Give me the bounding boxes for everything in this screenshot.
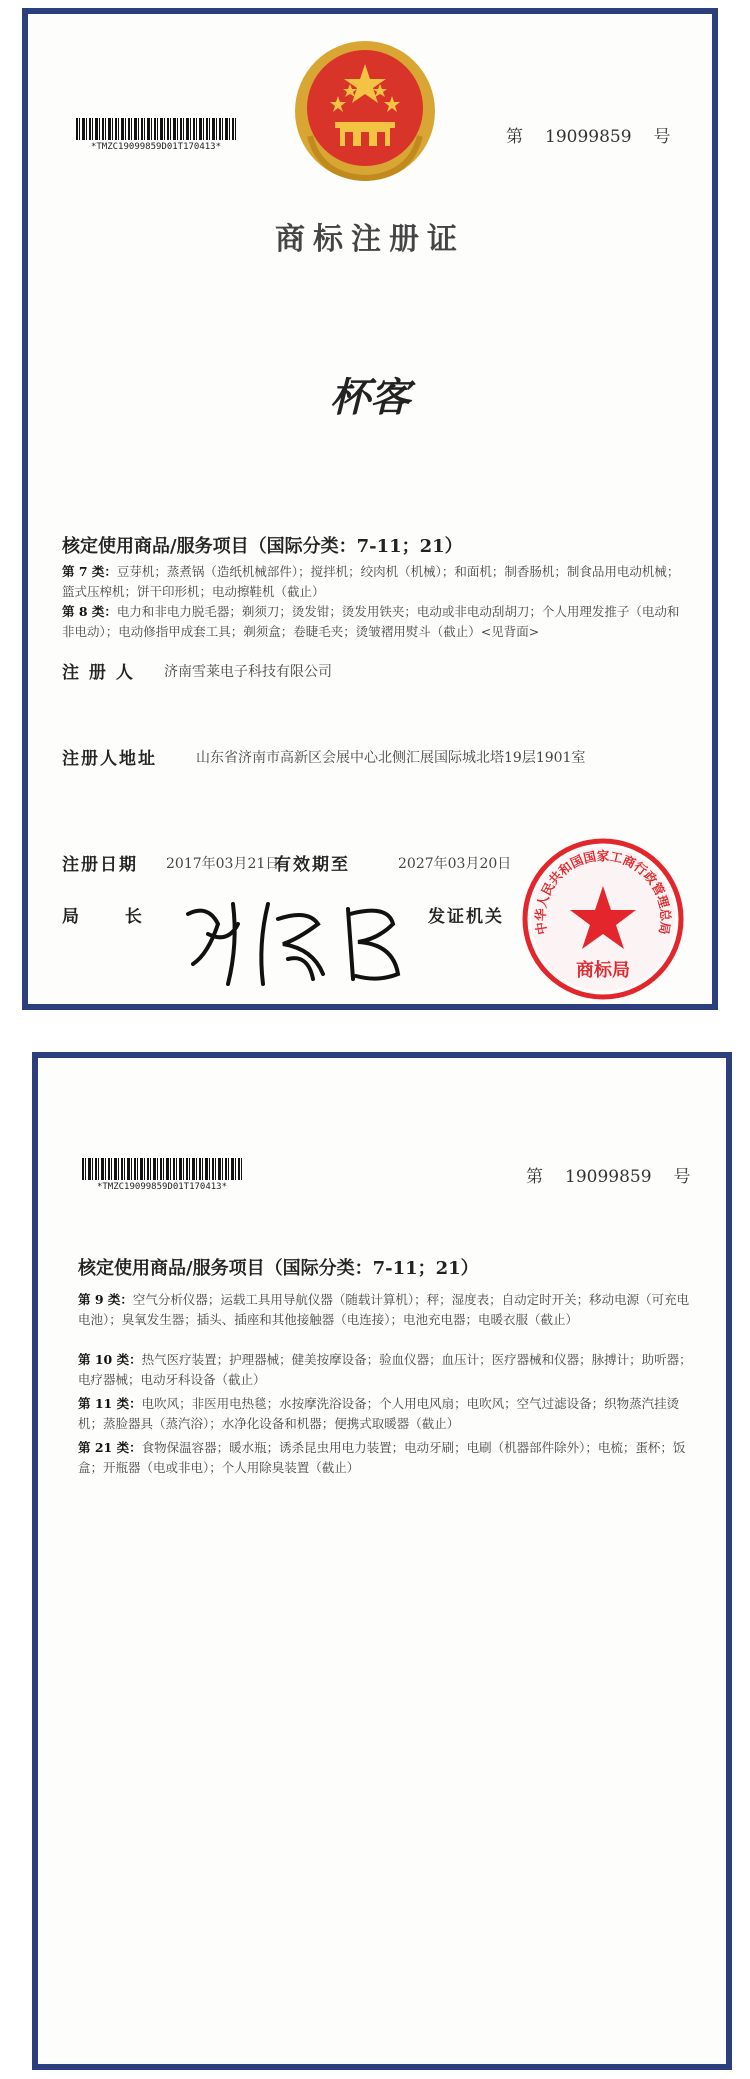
class-8-text: 电力和非电力脱毛器；剃须刀；烫发钳；烫发用铁夹；电动或非电动刮胡刀；个人用理发推子（电动和非电动）；电动修指甲成套工具；剃须盒；卷睫毛夹；烫皱褶用熨斗（截止）<见背面>: [62, 604, 680, 639]
address-label: 注册人地址: [62, 749, 157, 769]
reg-suffix: 号: [673, 1167, 691, 1187]
goods-class-7: [62, 562, 680, 602]
reg-prefix: 第: [526, 1167, 543, 1187]
seal-bottom-text: 商标局: [576, 960, 630, 981]
national-emblem-icon: [290, 36, 440, 186]
goods-class-11: [78, 1394, 692, 1434]
reg-number: 19099859: [565, 1167, 652, 1187]
barcode-code: *TMZC19099859D01T170413*: [90, 142, 222, 152]
seal-top-text: 中华人民共和国国家工商行政管理总局: [532, 848, 674, 936]
goods-heading: 核定使用商品/服务项目（国际分类：7-11；21）: [78, 1258, 479, 1279]
goods-heading: 核定使用商品/服务项目（国际分类：7-11；21）: [62, 536, 463, 557]
reg-date-value: 2017年03月21日: [166, 856, 280, 872]
class-10-text: 热气医疗装置；护理器械；健美按摩设备；验血仪器；血压计；医疗器械和仪器；脉搏计；助听器；电疗器械；电动牙科设备（截止）: [78, 1352, 692, 1387]
reg-prefix: 第: [506, 127, 523, 147]
barcode-code: *TMZC19099859D01T170413*: [96, 1182, 228, 1192]
class-21-text: 食物保温容器；暖水瓶；诱杀昆虫用电力装置；电动牙刷；电刷（机器部件除外）；电梳；蛋杯；饭盒；开瓶器（电或非电）；个人用除臭装置（截止）: [78, 1440, 686, 1475]
goods-class-21: [78, 1438, 692, 1478]
certificate-title: 商标注册证: [275, 222, 465, 257]
registrant-value: 济南雪莱电子科技有限公司: [164, 664, 332, 680]
class-11-label: 第 11 类：: [78, 1396, 142, 1411]
valid-value: 2027年03月20日: [398, 856, 512, 872]
barcode: [76, 118, 236, 152]
class-9-text: 空气分析仪器；运载工具用导航仪器（随载计算机）；秤；湿度表；自动定时开关；移动电源（可充电电池）；臭氧发生器；插头、插座和其他接触器（电连接）；电池充电器；电暖衣服（截止）: [78, 1292, 690, 1327]
class-10-label: 第 10 类：: [78, 1352, 142, 1367]
barcode-bars: [76, 118, 236, 140]
barcode: [82, 1158, 242, 1192]
official-seal-icon: [518, 834, 688, 1004]
issuer-label: 发证机关: [428, 907, 504, 927]
trademark-text: 杯客: [330, 375, 410, 421]
reg-suffix: 号: [653, 127, 671, 147]
address-value: 山东省济南市高新区会展中心北侧汇展国际城北塔19层1901室: [196, 750, 586, 766]
goods-class-10: [78, 1350, 692, 1390]
barcode-bars: [82, 1158, 242, 1180]
class-11-text: 电吹风；非医用电热毯；水按摩洗浴设备；个人用电风扇；电吹风；空气过滤设备；织物蒸汽挂烫机；蒸脸器具（蒸汽浴）；水净化设备和机器；便携式取暖器（截止）: [78, 1396, 680, 1431]
director-label: 局 长: [62, 907, 162, 927]
class-9-label: 第 9 类：: [78, 1292, 133, 1307]
certificate-page-back: [32, 1052, 732, 2070]
director-signature: [178, 884, 418, 994]
registration-number: [526, 1162, 713, 1187]
reg-date-label: 注册日期: [62, 855, 138, 875]
goods-class-8: [62, 602, 680, 642]
registrant-label: 注 册 人: [62, 663, 135, 683]
class-7-label: 第 7 类：: [62, 564, 117, 579]
class-8-label: 第 8 类：: [62, 604, 117, 619]
class-7-text: 豆芽机；蒸煮锅（造纸机械部件）；搅拌机；绞肉机（机械）；和面机；制香肠机；制食品用电动机械；篮式压榨机；饼干印形机；电动擦鞋机（截止）: [62, 564, 680, 599]
goods-class-9: [78, 1290, 692, 1330]
class-21-label: 第 21 类：: [78, 1440, 142, 1455]
registration-number: [506, 122, 693, 147]
certificate-page-front: [22, 8, 718, 1010]
valid-label: 有效期至: [274, 855, 350, 875]
reg-number: 19099859: [545, 127, 632, 147]
